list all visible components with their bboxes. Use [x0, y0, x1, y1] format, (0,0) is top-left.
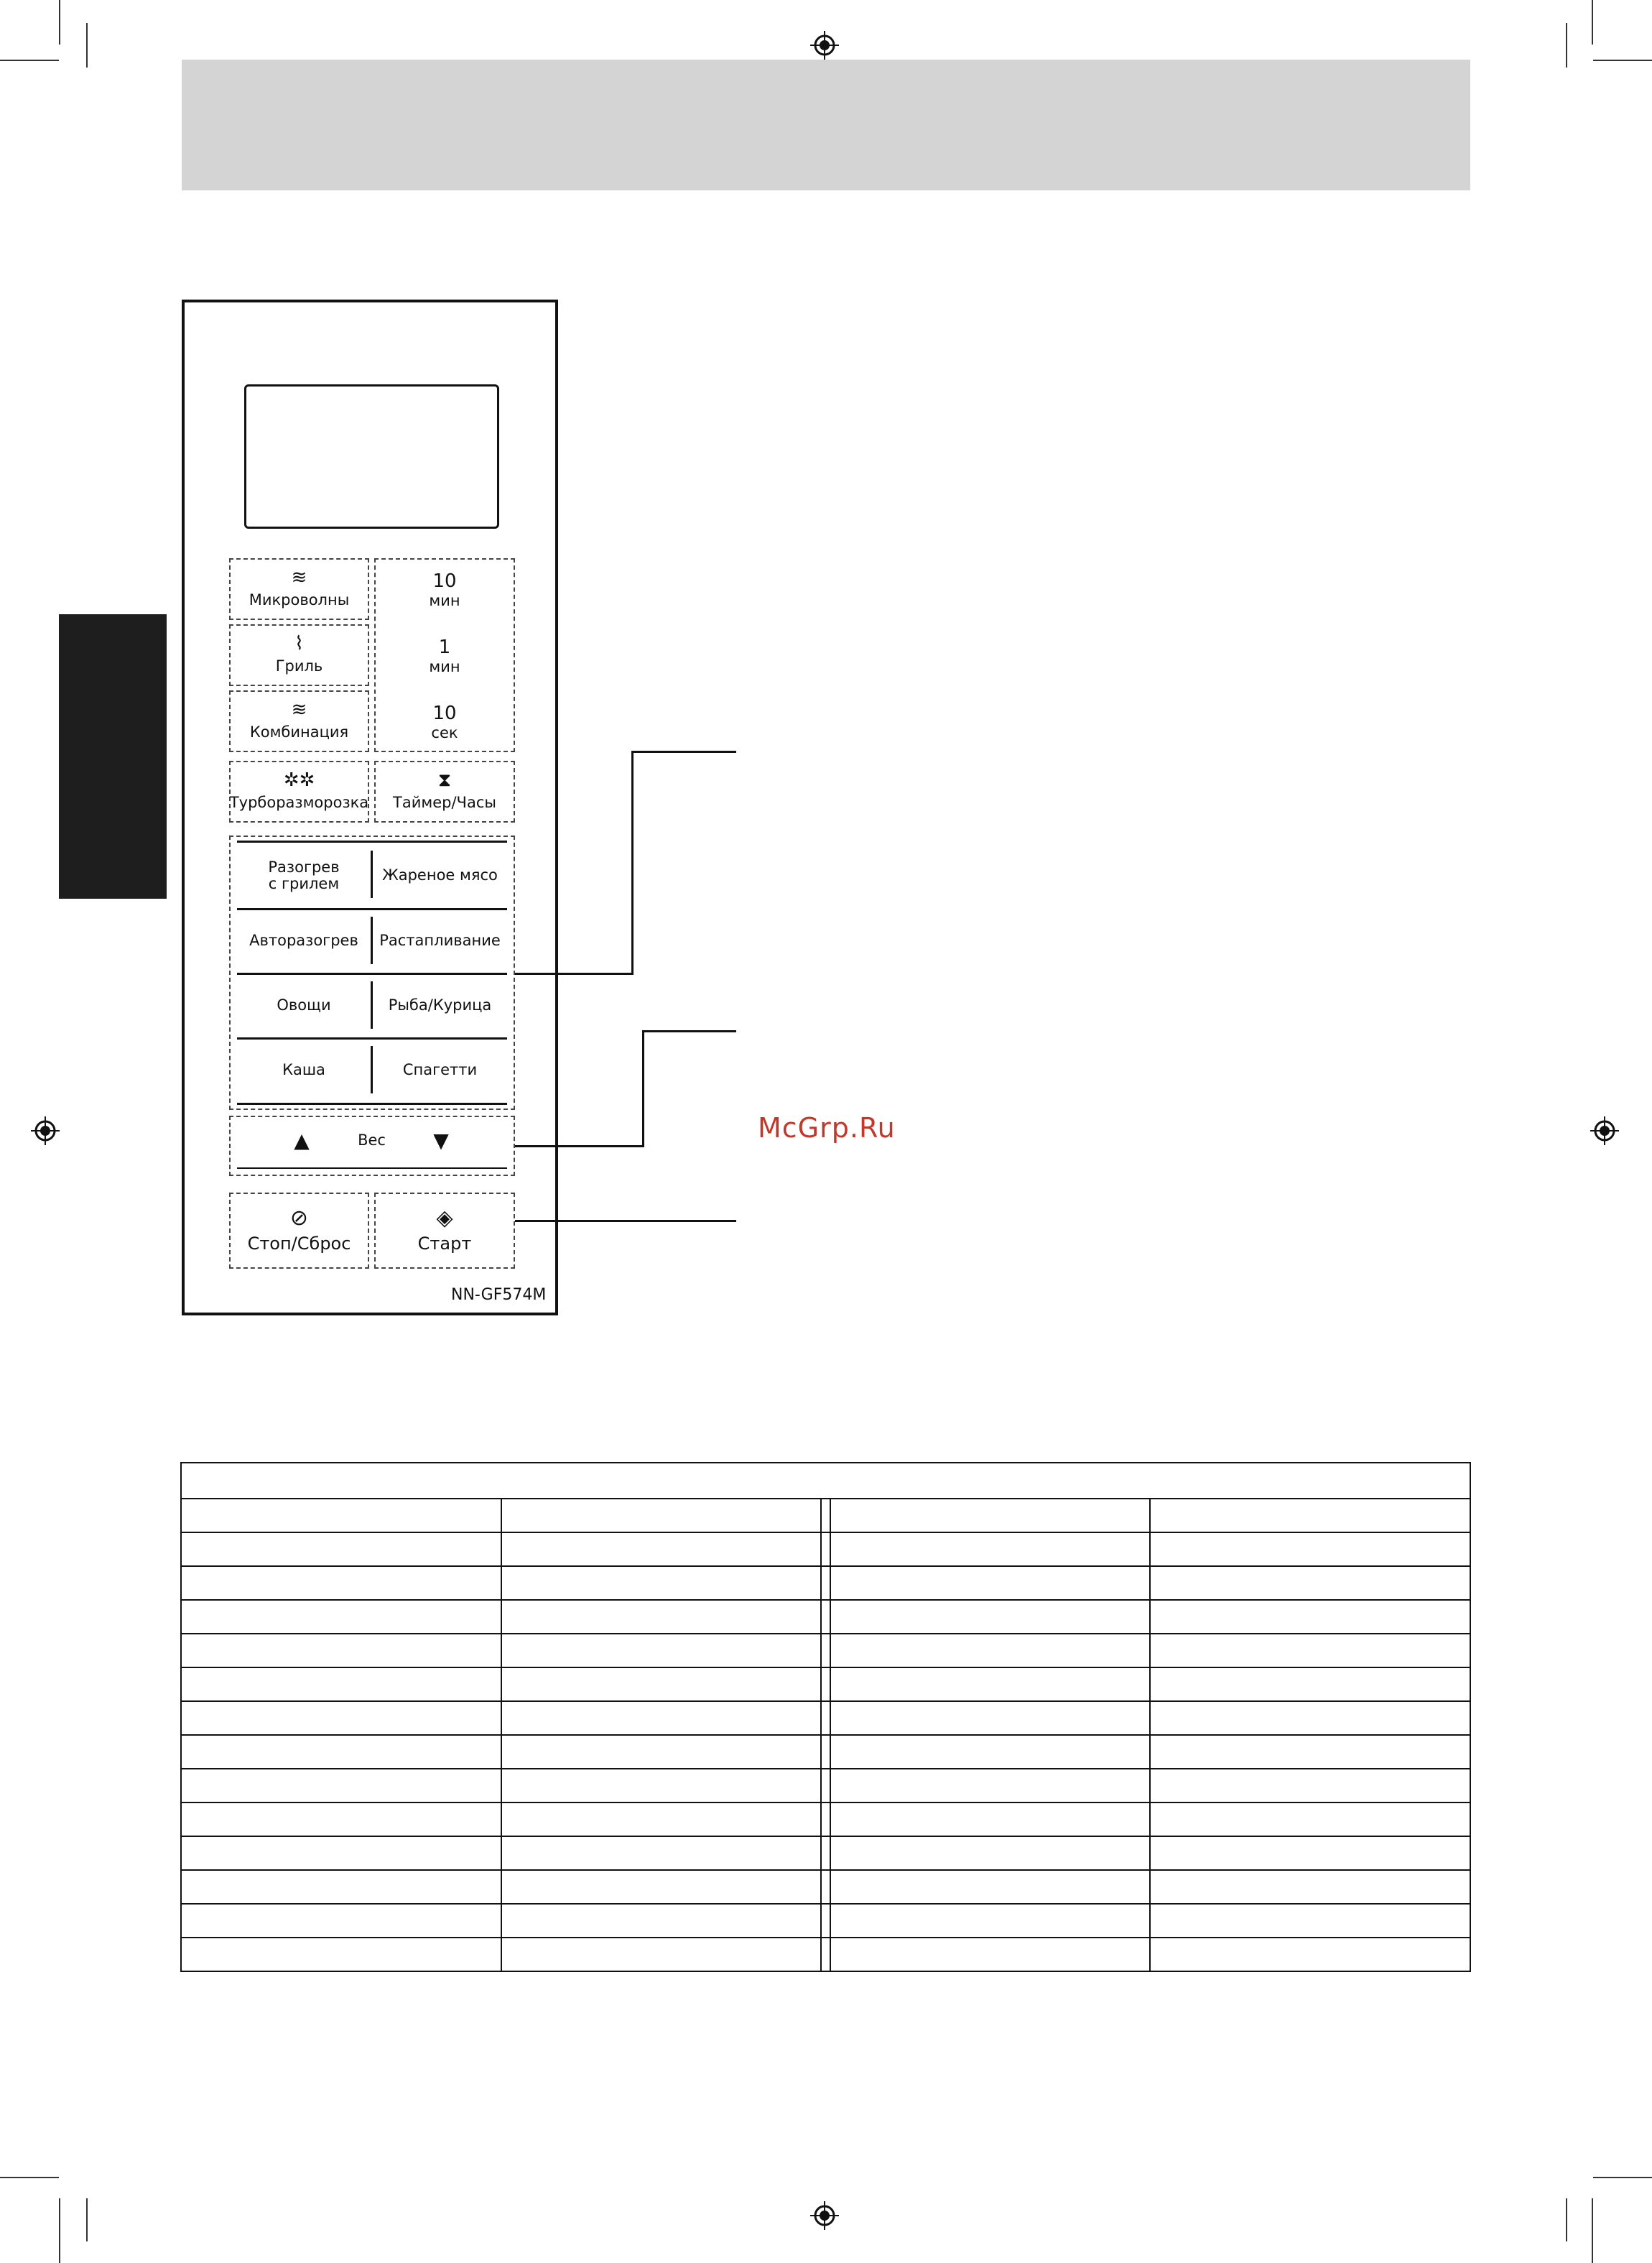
model-number: NN-GF574M [451, 1286, 547, 1304]
crop-mark [0, 60, 59, 61]
weight-up-button[interactable]: ▲ [294, 1128, 310, 1152]
one-minute-button[interactable]: 1 мин [429, 637, 460, 675]
table-row [181, 1904, 1470, 1938]
microwave-waves-icon: ≋ [291, 567, 307, 589]
table-row [181, 1634, 1470, 1667]
crop-mark [1593, 60, 1652, 61]
crop-mark [1592, 2198, 1593, 2263]
table-row [181, 1735, 1470, 1769]
table-row [181, 1769, 1470, 1802]
registration-mark-icon [1590, 1116, 1619, 1145]
callout-line [515, 1145, 644, 1147]
program-button-melting[interactable]: Растапливание [379, 932, 501, 950]
microwave-button[interactable]: ≋ Микроволны [229, 558, 369, 620]
table-row [181, 1870, 1470, 1904]
crop-mark [1592, 0, 1593, 45]
crop-mark [59, 2198, 60, 2263]
program-button-fish-chicken[interactable]: Рыба/Курица [388, 996, 492, 1014]
registration-mark-icon [810, 31, 839, 60]
table-row [181, 1499, 1470, 1532]
program-button-porridge[interactable]: Каша [282, 1061, 325, 1079]
program-table [180, 1462, 1471, 1972]
display-window [244, 384, 499, 529]
grill-icon: ⌇ [294, 633, 304, 655]
grill-button[interactable]: ⌇ Гриль [229, 624, 369, 686]
side-tab [59, 614, 167, 899]
crop-mark [1566, 23, 1567, 68]
crop-mark [1566, 2198, 1567, 2241]
turbo-defrost-button[interactable]: ✲✲ Турборазморозка [229, 761, 369, 823]
program-button-vegetables[interactable]: Овощи [277, 996, 331, 1014]
hourglass-icon: ⧗ [437, 769, 452, 792]
divider [237, 1103, 507, 1105]
stop-icon: ⊘ [289, 1205, 309, 1231]
table-row [181, 1938, 1470, 1971]
program-button-reheat-grill[interactable]: Разогрев с грилем [268, 858, 340, 892]
crop-mark [86, 2198, 88, 2241]
divider [237, 1167, 507, 1169]
table-header [181, 1463, 1470, 1499]
table-row [181, 1701, 1470, 1735]
callout-line [631, 751, 634, 975]
table-row [181, 1532, 1470, 1566]
table-row [181, 1600, 1470, 1634]
table-row [181, 1836, 1470, 1870]
callout-line [515, 1220, 736, 1222]
weight-label: Вес [358, 1132, 386, 1149]
start-icon: ◈ [436, 1205, 453, 1231]
timer-clock-button[interactable]: ⧗ Таймер/Часы [374, 761, 515, 823]
program-button-roast-meat[interactable]: Жареное мясо [382, 866, 498, 884]
program-button-spaghetti[interactable]: Спагетти [402, 1061, 478, 1079]
weight-down-button[interactable]: ▼ [433, 1128, 449, 1152]
crop-mark [59, 0, 60, 45]
watermark: McGrp.Ru [758, 1112, 896, 1144]
callout-line [515, 973, 633, 975]
start-button[interactable]: ◈ Старт [374, 1193, 515, 1269]
ten-seconds-button[interactable]: 10 сек [431, 703, 458, 741]
callout-line [631, 751, 736, 753]
table-row [181, 1566, 1470, 1600]
crop-mark [86, 23, 88, 68]
callout-line [642, 1030, 736, 1032]
divider [237, 841, 507, 843]
registration-mark-icon [810, 2201, 839, 2230]
table-row [181, 1667, 1470, 1701]
crop-mark [0, 2177, 59, 2178]
combination-icon: ≋ [291, 699, 307, 721]
ten-minutes-button[interactable]: 10 мин [429, 570, 460, 609]
table-row [181, 1802, 1470, 1836]
registration-mark-icon [31, 1116, 60, 1145]
stop-reset-button[interactable]: ⊘ Стоп/Сброс [229, 1193, 369, 1269]
program-button-auto-reheat[interactable]: Авторазогрев [249, 932, 358, 950]
defrost-icon: ✲✲ [283, 769, 315, 792]
combination-button[interactable]: ≋ Комбинация [229, 690, 369, 752]
header-bar [182, 60, 1470, 190]
crop-mark [1593, 2177, 1652, 2178]
callout-line [642, 1030, 644, 1147]
